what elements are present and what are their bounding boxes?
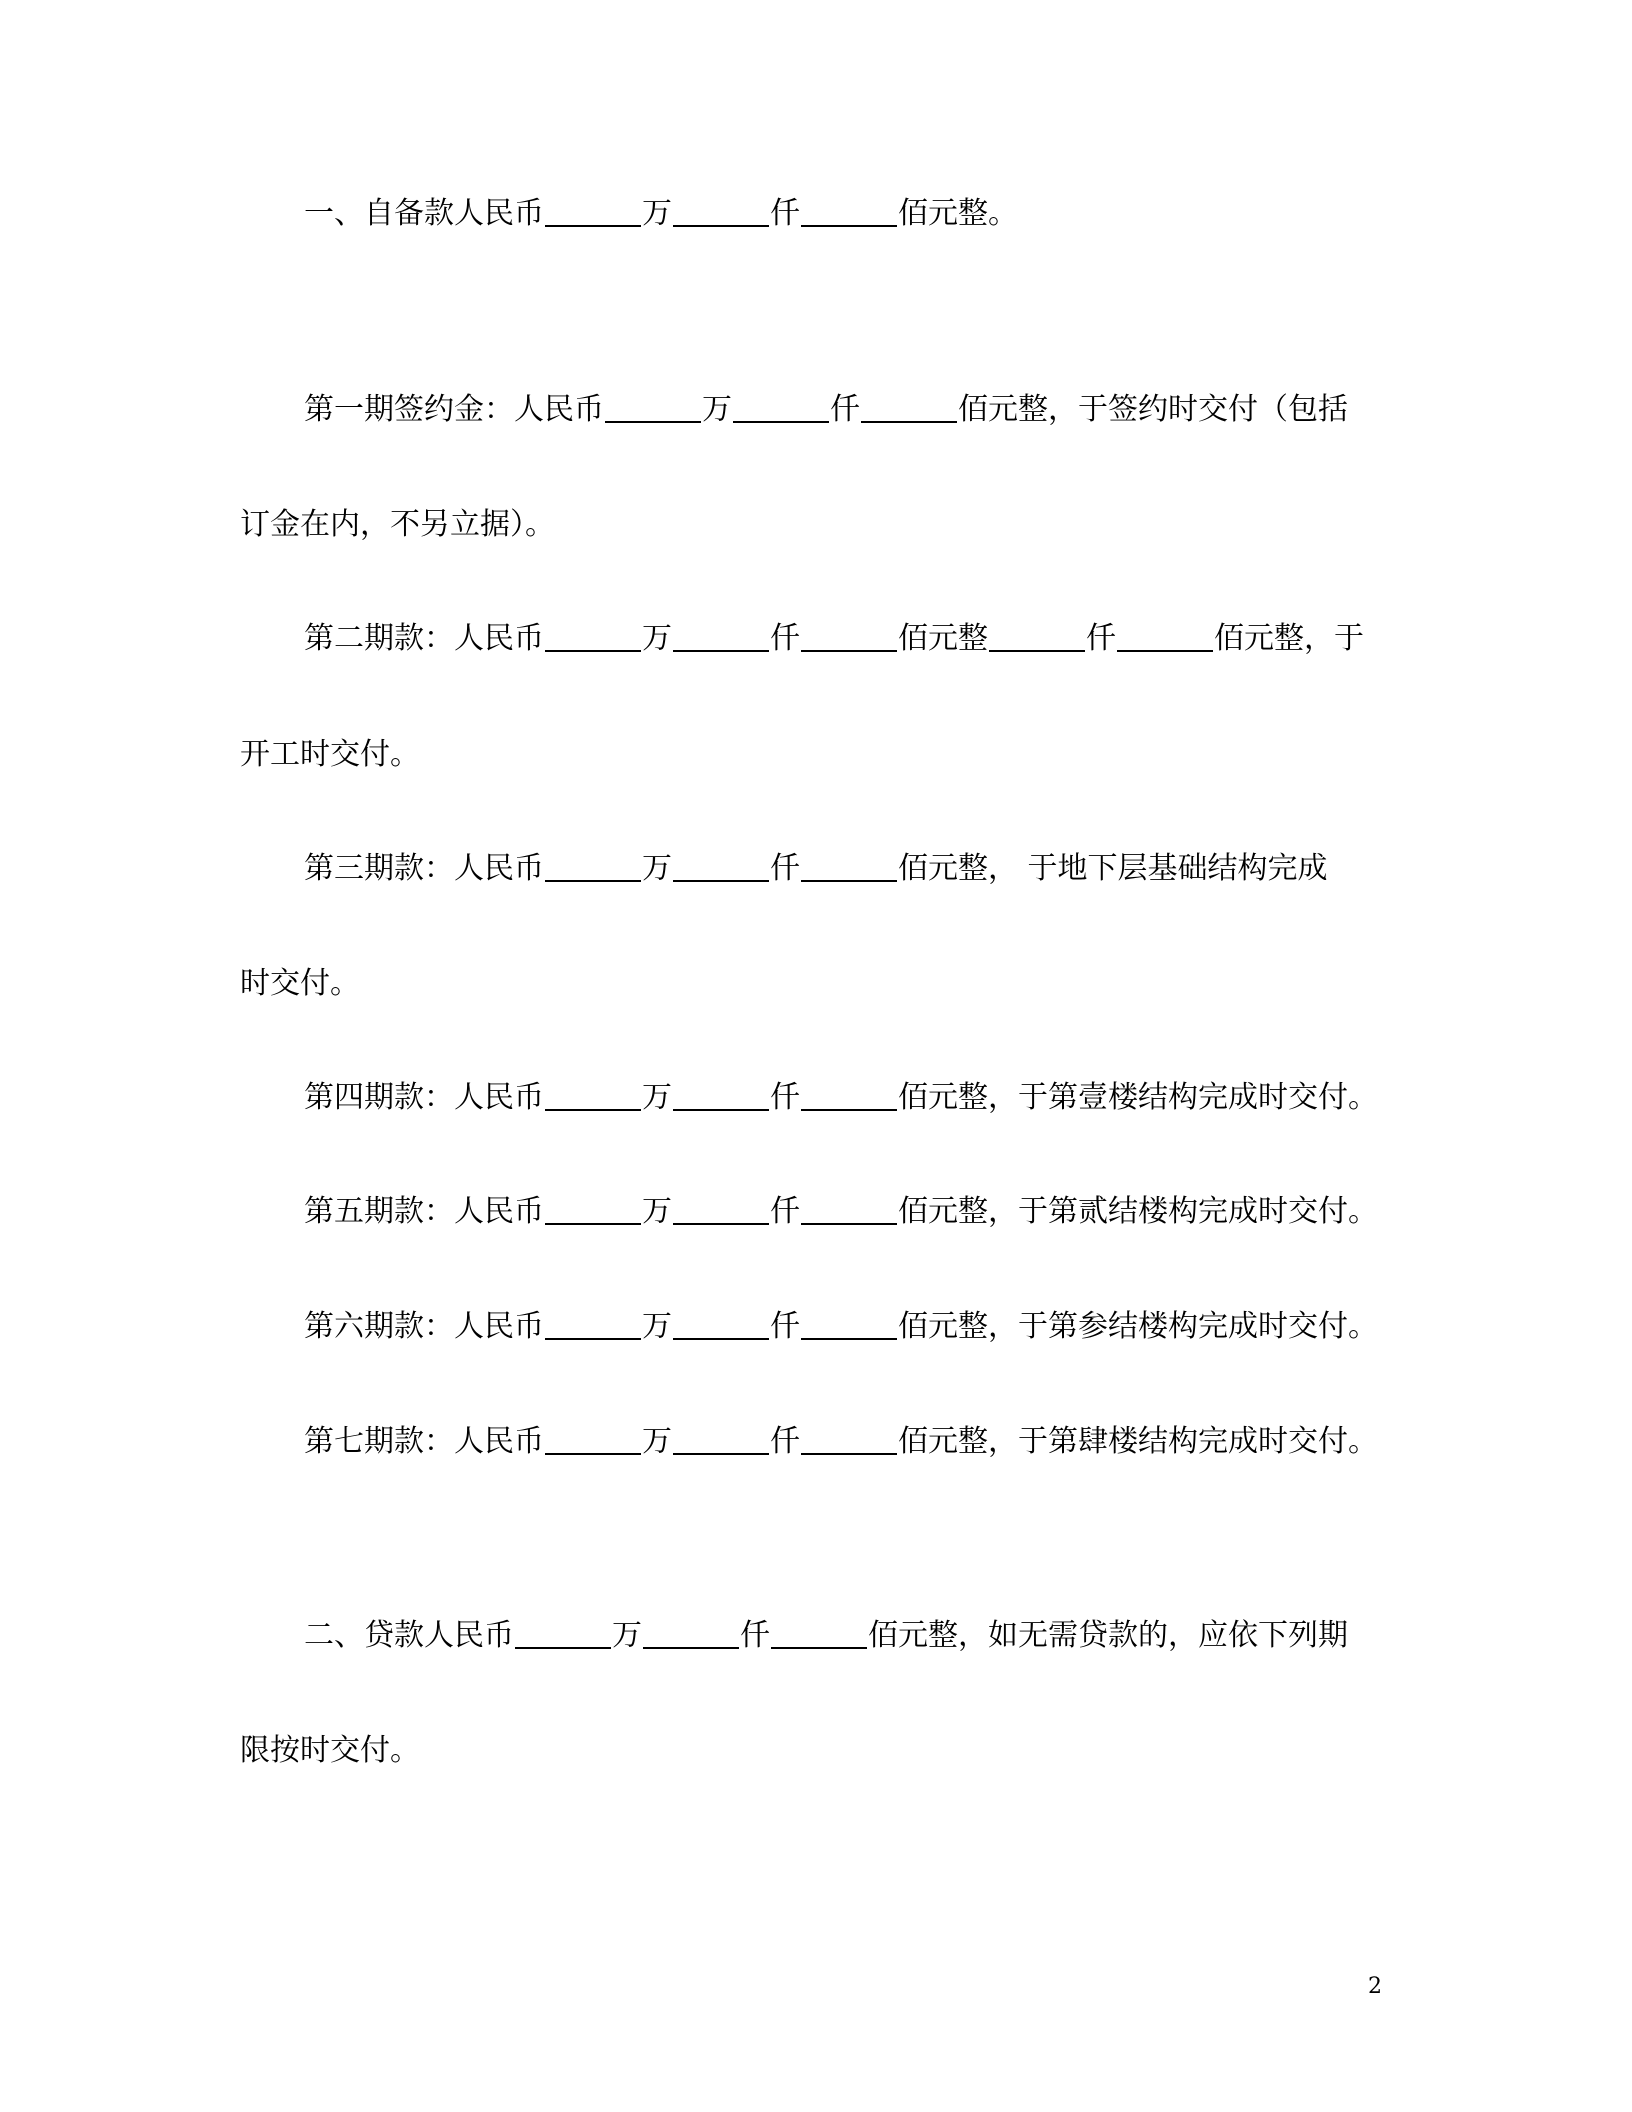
- unit-qian: 仟: [770, 1424, 800, 1459]
- blank-qian-2: [989, 620, 1085, 652]
- blank-wan: [545, 1308, 641, 1340]
- blank-qian: [673, 1079, 769, 1111]
- unit-wan: 万: [612, 1618, 642, 1653]
- blank-wan: [545, 1423, 641, 1455]
- blank-bai-2: [1117, 620, 1213, 652]
- installment-2-line: [304, 619, 1364, 659]
- unit-bai-terms: 佰元整，于第贰结楼构完成时交付。: [898, 1194, 1378, 1229]
- installment-1-line: [304, 390, 1348, 430]
- blank-bai: [771, 1617, 867, 1649]
- unit-qian: 仟: [770, 621, 800, 656]
- unit-wan: 万: [642, 851, 672, 886]
- unit-wan: 万: [642, 196, 672, 231]
- unit-qian: 仟: [830, 392, 860, 427]
- blank-bai: [801, 1423, 897, 1455]
- unit-bai-terms: 佰元整， 于地下层基础结构完成: [898, 851, 1328, 886]
- loan-continuation: 限按时交付。: [240, 1733, 420, 1768]
- blank-wan: [545, 620, 641, 652]
- unit-bai-terms: 佰元整，于: [1214, 621, 1364, 656]
- unit-qian-2: 仟: [1086, 621, 1116, 656]
- unit-wan: 万: [642, 1194, 672, 1229]
- installment-1-label: 第一期签约金：人民币: [304, 392, 604, 427]
- installment-7-line: [304, 1422, 1378, 1462]
- installment-5-line: [304, 1192, 1378, 1232]
- unit-bai-terms: 佰元整，于第壹楼结构完成时交付。: [898, 1080, 1378, 1115]
- blank-wan: [605, 391, 701, 423]
- unit-bai-terms: 佰元整，于第参结楼构完成时交付。: [898, 1309, 1378, 1344]
- blank-qian: [673, 1308, 769, 1340]
- unit-bai: 佰元整: [898, 621, 988, 656]
- blank-qian: [673, 850, 769, 882]
- unit-wan: 万: [702, 392, 732, 427]
- loan-line: [304, 1616, 1348, 1656]
- unit-qian: 仟: [770, 851, 800, 886]
- installment-4-line: [304, 1078, 1378, 1118]
- blank-qian: [673, 1193, 769, 1225]
- blank-qian: [673, 1423, 769, 1455]
- blank-wan: [515, 1617, 611, 1649]
- loan-label: 二、贷款人民币: [304, 1618, 514, 1653]
- blank-bai: [801, 1193, 897, 1225]
- unit-wan: 万: [642, 1309, 672, 1344]
- blank-bai: [801, 195, 897, 227]
- unit-wan: 万: [642, 621, 672, 656]
- unit-qian: 仟: [770, 1309, 800, 1344]
- blank-wan: [545, 850, 641, 882]
- unit-bai-terms: 佰元整，于第肆楼结构完成时交付。: [898, 1424, 1378, 1459]
- blank-qian: [673, 620, 769, 652]
- unit-bai-terms: 佰元整，如无需贷款的，应依下列期: [868, 1618, 1348, 1653]
- blank-qian: [673, 195, 769, 227]
- unit-qian: 仟: [770, 196, 800, 231]
- blank-qian: [733, 391, 829, 423]
- blank-bai: [801, 1308, 897, 1340]
- installment-3-line: [304, 849, 1328, 889]
- installment-2-continuation: 开工时交付。: [240, 737, 420, 772]
- own-funds-label: 一、自备款人民币: [304, 196, 544, 231]
- blank-bai: [861, 391, 957, 423]
- unit-qian: 仟: [770, 1080, 800, 1115]
- blank-qian: [643, 1617, 739, 1649]
- installment-1-continuation: 订金在内，不另立据）。: [240, 507, 555, 542]
- installment-6-label: 第六期款：人民币: [304, 1309, 544, 1344]
- blank-wan: [545, 1079, 641, 1111]
- installment-7-label: 第七期款：人民币: [304, 1424, 544, 1459]
- unit-wan: 万: [642, 1080, 672, 1115]
- page-number: 2: [1368, 1974, 1382, 1999]
- installment-3-label: 第三期款：人民币: [304, 851, 544, 886]
- blank-bai: [801, 1079, 897, 1111]
- unit-bai: 佰元整。: [898, 196, 1018, 231]
- unit-qian: 仟: [740, 1618, 770, 1653]
- installment-3-continuation: 时交付。: [240, 966, 360, 1001]
- blank-bai: [801, 620, 897, 652]
- unit-wan: 万: [642, 1424, 672, 1459]
- blank-wan: [545, 195, 641, 227]
- installment-2-label: 第二期款：人民币: [304, 621, 544, 656]
- unit-qian: 仟: [770, 1194, 800, 1229]
- unit-bai-terms: 佰元整，于签约时交付（包括: [958, 392, 1348, 427]
- installment-4-label: 第四期款：人民币: [304, 1080, 544, 1115]
- installment-5-label: 第五期款：人民币: [304, 1194, 544, 1229]
- blank-bai: [801, 850, 897, 882]
- blank-wan: [545, 1193, 641, 1225]
- own-funds-line: [304, 194, 1018, 234]
- installment-6-line: [304, 1307, 1378, 1347]
